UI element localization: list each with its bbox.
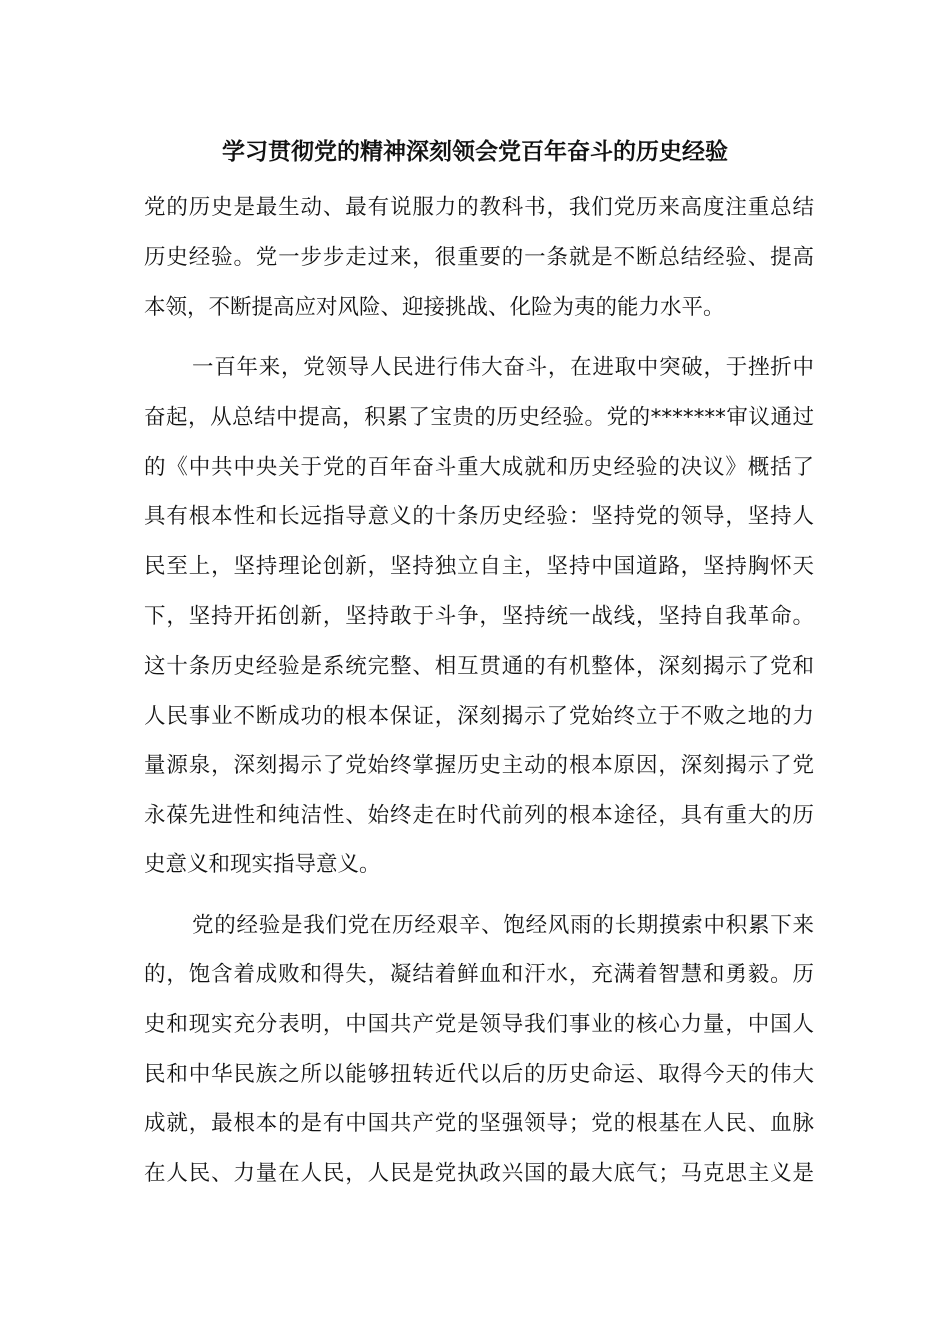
paragraph-3-line-3: 史和现实充分表明，中国共产党是领导我们事业的核心力量，中国人 xyxy=(144,1012,814,1037)
paragraph-2-line-7: 这十条历史经验是系统完整、相互贯通的有机整体，深刻揭示了党和 xyxy=(144,654,814,679)
paragraph-2-line-3: 的《中共中央关于党的百年奋斗重大成就和历史经验的决议》概括了 xyxy=(144,455,814,480)
paragraph-3-line-5: 成就，最根本的是有中国共产党的坚强领导；党的根基在人民、血脉 xyxy=(144,1111,814,1136)
paragraph-3-line-4: 民和中华民族之所以能够扭转近代以后的历史命运、取得今天的伟大 xyxy=(144,1062,814,1087)
paragraph-2-line-4: 具有根本性和长远指导意义的十条历史经验：坚持党的领导，坚持人 xyxy=(144,504,814,529)
paragraph-1-line-1: 党的历史是最生动、最有说服力的教科书，我们党历来高度注重总结 xyxy=(144,195,814,220)
paragraph-3-line-2: 的，饱含着成败和得失，凝结着鲜血和汗水，充满着智慧和勇毅。历 xyxy=(144,962,814,987)
paragraph-2-line-1: 一百年来，党领导人民进行伟大奋斗，在进取中突破，于挫折中 xyxy=(192,355,814,380)
paragraph-2-line-8: 人民事业不断成功的根本保证，深刻揭示了党始终立于不败之地的力 xyxy=(144,704,814,729)
document-title: 学习贯彻党的精神深刻领会党百年奋斗的历史经验 xyxy=(222,139,728,165)
paragraph-1-line-2: 历史经验。党一步步走过来，很重要的一条就是不断总结经验、提高 xyxy=(144,245,814,270)
paragraph-2-line-6: 下，坚持开拓创新，坚持敢于斗争，坚持统一战线，坚持自我革命。 xyxy=(144,604,814,629)
paragraph-2-line-10: 永葆先进性和纯洁性、始终走在时代前列的根本途径，具有重大的历 xyxy=(144,803,814,828)
paragraph-2-line-2: 奋起，从总结中提高，积累了宝贵的历史经验。党的*******审议通过 xyxy=(144,405,814,430)
paragraph-3-line-6: 在人民、力量在人民，人民是党执政兴国的最大底气；马克思主义是 xyxy=(144,1161,814,1186)
paragraph-1-line-3: 本领，不断提高应对风险、迎接挑战、化险为夷的能力水平。 xyxy=(144,295,725,320)
paragraph-2-line-9: 量源泉，深刻揭示了党始终掌握历史主动的根本原因，深刻揭示了党 xyxy=(144,753,814,778)
paragraph-2-line-11: 史意义和现实指导意义。 xyxy=(144,852,381,877)
paragraph-3-line-1: 党的经验是我们党在历经艰辛、饱经风雨的长期摸索中积累下来 xyxy=(192,913,814,938)
paragraph-2-line-5: 民至上，坚持理论创新，坚持独立自主，坚持中国道路，坚持胸怀天 xyxy=(144,554,814,579)
